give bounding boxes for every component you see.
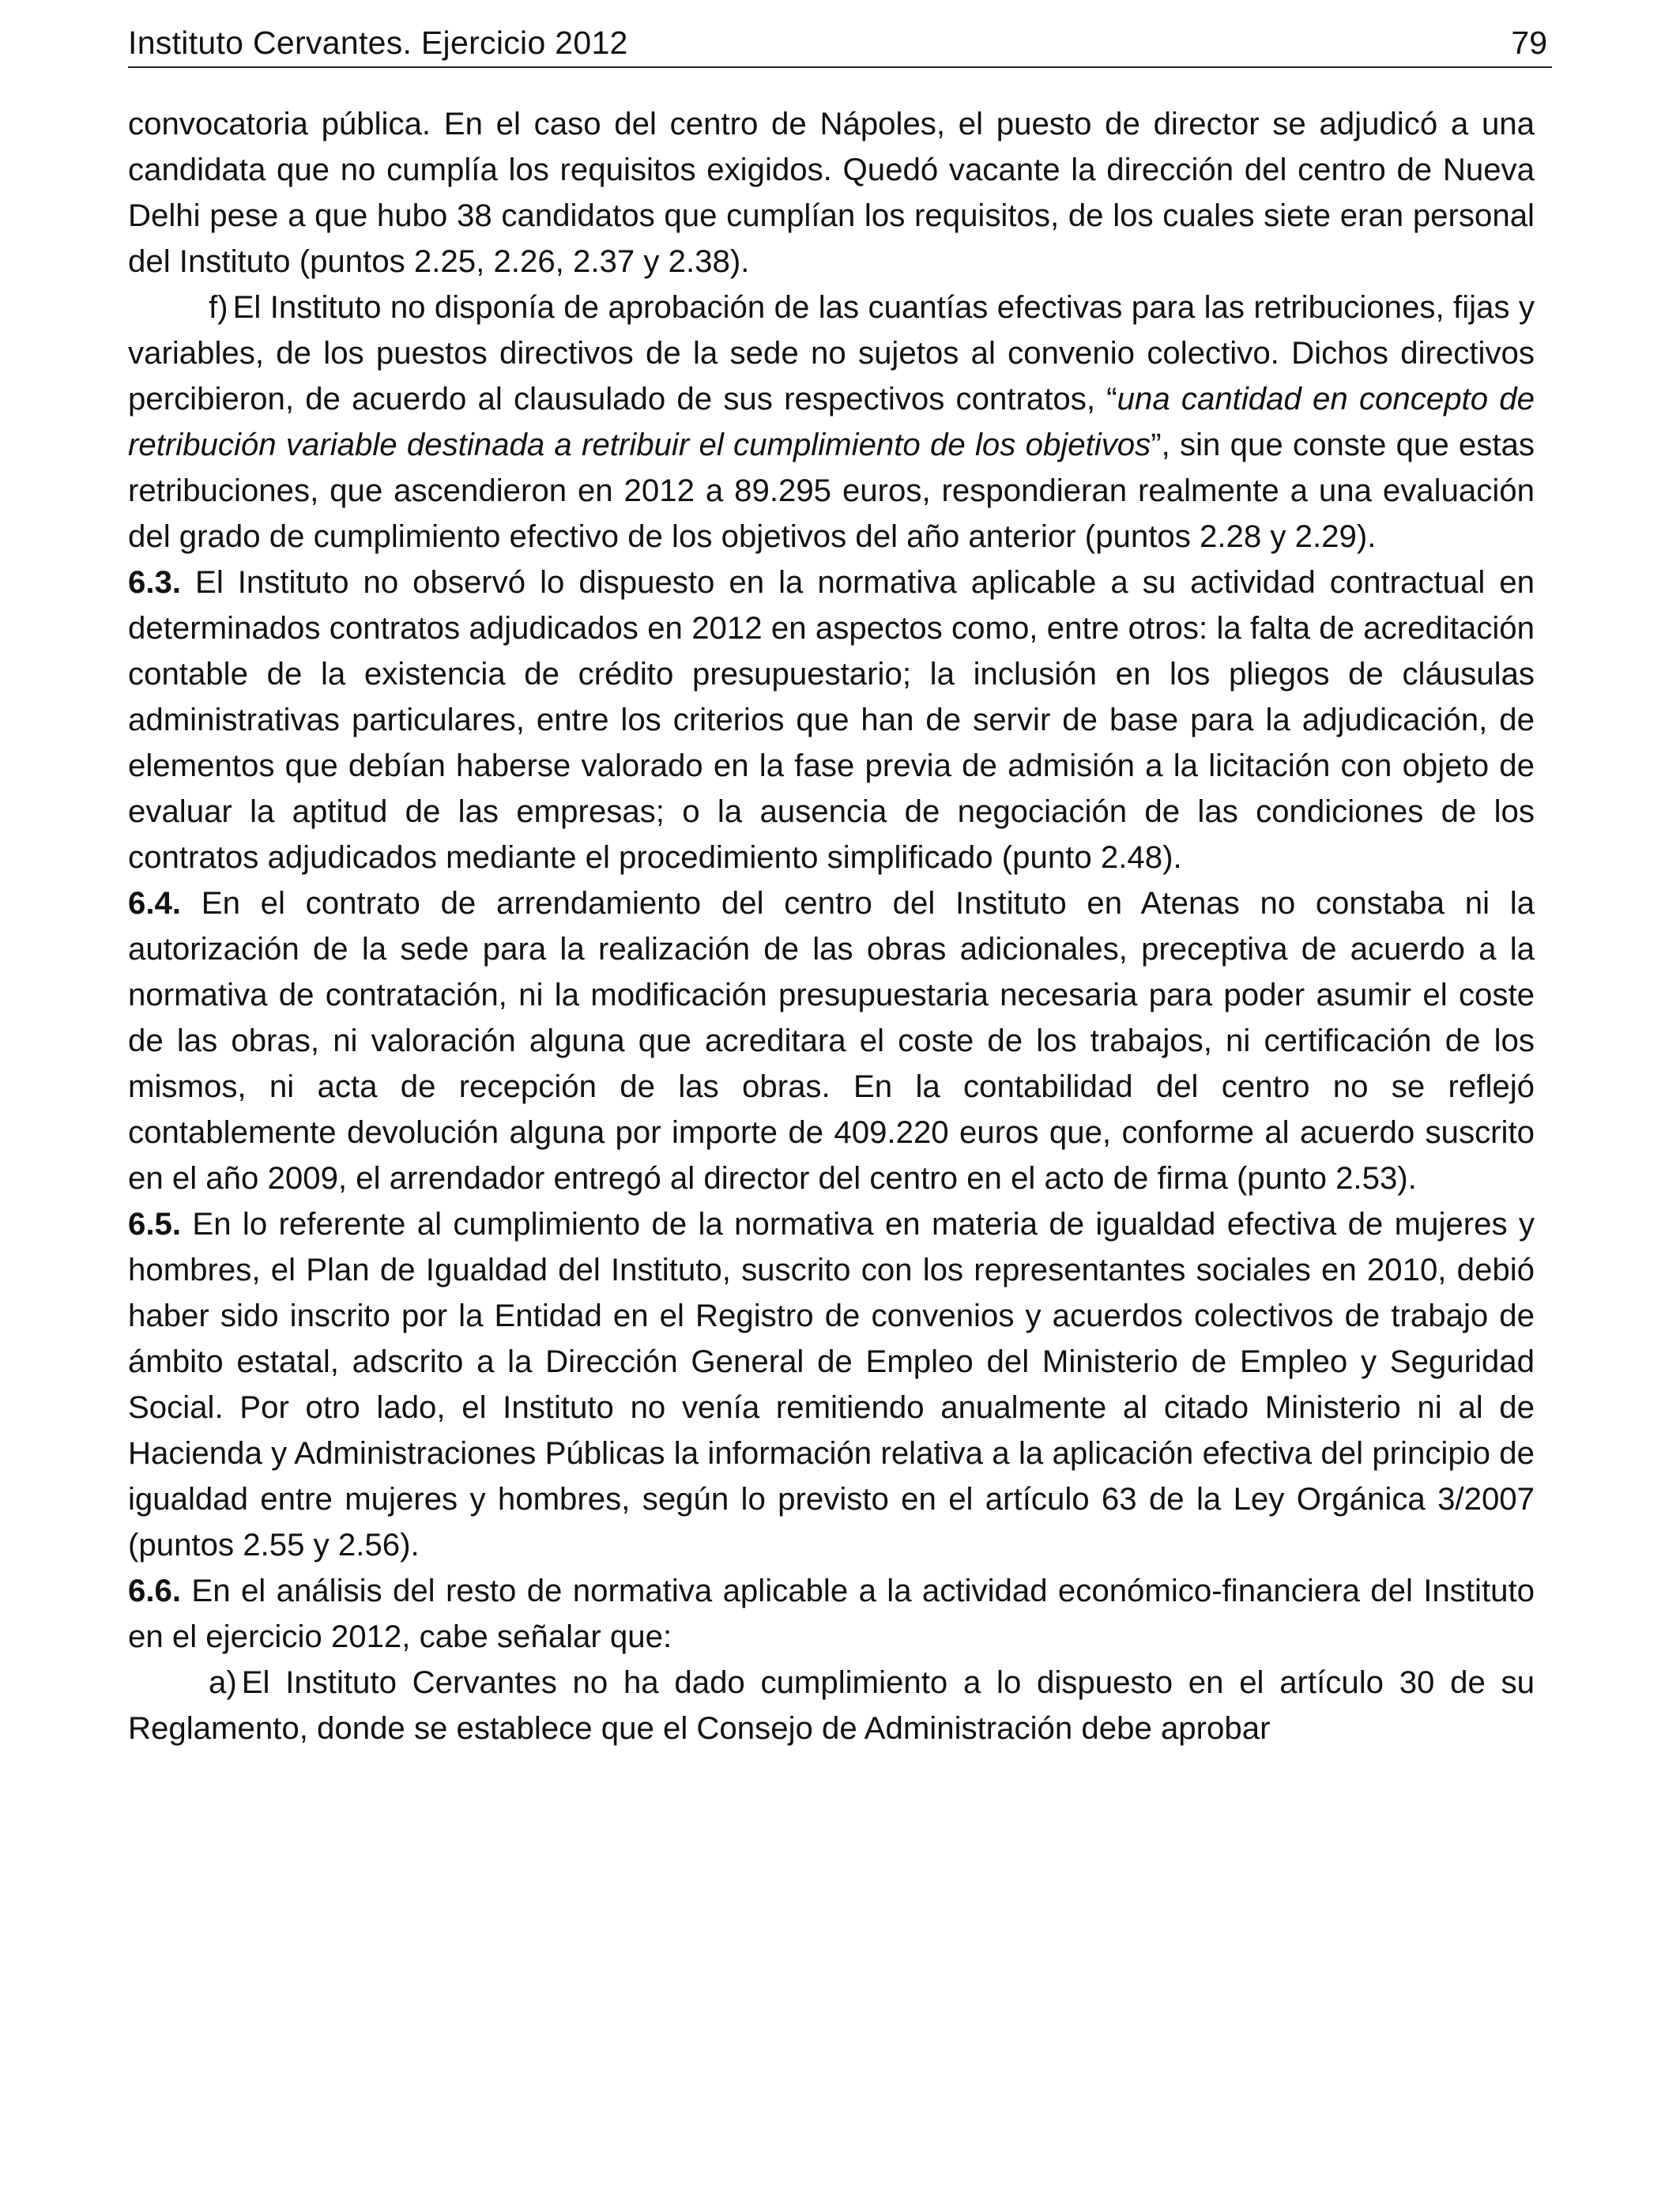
list-label-f: f)	[209, 289, 228, 325]
section-text-6-5: En lo referente al cumplimiento de la normativa en materia de igualdad efectiva de mujeres y hombres, el Plan de Igualdad del Instituto, suscrito con los representantes sociales en 2010, debió haber sido inscrito por la Entidad en el Registro de convenios y acuerdos colectivos de trabajo de ámbito estatal, adscrito a la Dirección General de Empleo del Ministerio de Empleo y Seguridad Social. Por otro lado, el Instituto no venía remitiendo anualmente al citado Ministerio ni al de Hacienda y Administraciones Públicas la información relativa a la aplicación efectiva del principio de igualdad entre mujeres y hombres, según lo previsto en el artículo 63 de la Ley Orgánica 3/2007 (puntos 2.55 y 2.56).	[128, 1206, 1535, 1563]
page-number: 79	[1511, 25, 1547, 61]
section-number-6-4: 6.4.	[128, 885, 182, 921]
section-number-6-5: 6.5.	[128, 1206, 182, 1242]
section-number-6-6: 6.6.	[128, 1573, 182, 1608]
section-6-6	[128, 1568, 1535, 1660]
section-text-6-3: El Instituto no observó lo dispuesto en la normativa aplicable a su actividad contractual en determinados contratos adjudicados en 2012 en aspectos como, entre otros: la falta de acreditación contable de la existencia de crédito presupuestario; la inclusión en los pliegos de cláusulas administrativas particulares, entre los criterios que han de servir de base para la adjudicación, de elementos que debían haberse valorado en la fase previa de admisión a la licitación con objeto de evaluar la aptitud de las empresas; o la ausencia de negociación de las condiciones de los contratos adjudicados mediante el procedimiento simplificado (punto 2.48).	[128, 564, 1535, 875]
paragraph-f-quote: una cantidad en concepto de retribución variable destinada a retribuir el cumplimiento de los objetivos	[128, 381, 1535, 462]
paragraph-f-text-after: ”, sin que conste que estas retribuciones, que ascendieron en 2012 a 89.295 euros, respondieran realmente a una evaluación del grado de cumplimiento efectivo de los objetivos del año anterior (puntos 2.28 y 2.29).	[128, 427, 1535, 554]
paragraph-continuation: convocatoria pública. En el caso del centro de Nápoles, el puesto de director se adjudicó a una candidata que no cumplía los requisitos exigidos. Quedó vacante la dirección del centro de Nueva Delhi pese a que hubo 38 candidatos que cumplían los requisitos, de los cuales siete eran personal del Instituto (puntos 2.25, 2.26, 2.37 y 2.38).	[128, 106, 1535, 279]
paragraph-a-text: El Instituto Cervantes no ha dado cumplimiento a lo dispuesto en el artículo 30 de su Reglamento, donde se establece que el Consejo de Administración debe aprobar	[128, 1664, 1535, 1746]
section-6-4	[128, 880, 1535, 1201]
paragraph-a	[128, 1660, 1535, 1751]
header-title: Instituto Cervantes. Ejercicio 2012	[128, 25, 628, 61]
section-text-6-4: En el contrato de arrendamiento del centro del Instituto en Atenas no constaba ni la autorización de la sede para la realización de las obras adicionales, preceptiva de acuerdo a la normativa de contratación, ni la modificación presupuestaria necesaria para poder asumir el coste de las obras, ni valoración alguna que acreditara el coste de los trabajos, ni certificación de los mismos, ni acta de recepción de las obras. En la contabilidad del centro no se reflejó contablemente devolución alguna por importe de 409.220 euros que, conforme al acuerdo suscrito en el año 2009, el arrendador entregó al director del centro en el acto de firma (punto 2.53).	[128, 885, 1535, 1196]
paragraph-f-text-before: El Instituto no disponía de aprobación de las cuantías efectivas para las retribuciones, fijas y variables, de los puestos directivos de la sede no sujetos al convenio colectivo. Dichos directivos percibieron, de acuerdo al clausulado de sus respectivos contratos, “	[128, 289, 1535, 417]
paragraph-f	[128, 285, 1535, 560]
section-number-6-3: 6.3.	[128, 564, 182, 600]
section-6-3	[128, 560, 1535, 880]
document-body	[128, 101, 1535, 1751]
section-text-6-6: En el análisis del resto de normativa aplicable a la actividad económico-financiera del Instituto en el ejercicio 2012, cabe señalar que:	[128, 1573, 1535, 1654]
section-6-5	[128, 1201, 1535, 1568]
page-header	[128, 22, 1552, 68]
list-label-a: a)	[209, 1664, 237, 1700]
